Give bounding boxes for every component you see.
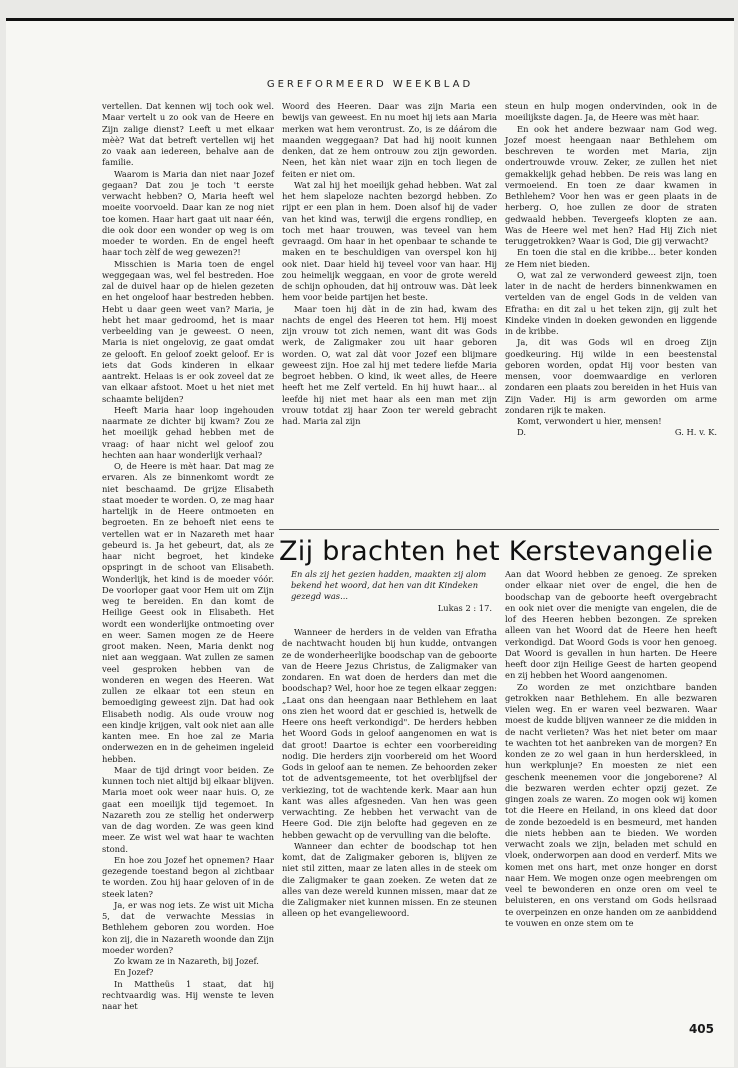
paragraph: Zo kwam ze in Nazareth, bij Jozef. (114, 956, 259, 966)
paragraph: Zo worden ze met onzichtbare banden getrokken naar Bethlehem. En alle bezwaren vielen weg. En er waren veel bezwaren. Waar moest de kudde blijven wanneer ze die midden in de nacht verlieten? Was het niet beter om maar te wachten tot het aanbreken van de morgen? En konden ze zo wel gaan in hun herderskleed, in hun werkplunje? En moesten ze niet een geschenk meenemen voor die jongeborene? Al die bezwaren werden echter opzij gezet. Ze gingen zoals ze waren. Zo mogen ook wij komen tot die Heere en Heiland, in ons kleed dat door de zonde bezoedeld is en besmeurd, met handen die niets hebben aan te bieden. We worden verwacht zoals we zijn, beladen met schuld en vloek, onderworpen aan dood en verderf. Mits we komen met ons hart, met onze honger en dorst naar Hem. We mogen onze ogen meebrengen om veel te bewonderen en onze oren om veel te beluisteren, en ons verstand om Gods heilsraad te overpeinzen en onze handen om ze aanbiddend te vouwen en onze stem om te (505, 681, 717, 928)
signature-left: D. (517, 427, 527, 438)
paragraph: En Jozef? (114, 967, 154, 978)
paragraph: Wat zal hij het moeilijk gehad hebben. Wat zal het hem slapeloze nachten bezorgd hebben. Zo rijpt er een plan in hem. Doen alsof hij de vader van het kind was, terwijl die ergens rondliep, en toch met haar trouwen, was teveel van hem gevraagd. Om haar in het openbaar te schande te maken en te beschuldigen van overspel kon hij ook niet. Daar hield hij teveel voor van haar. Hij zou heimelijk weggaan, en voor de grote wereld de schijn ophouden, dat hij ontrouw was. Dàt leek hem voor beide partijen het beste. (282, 179, 497, 303)
paragraph: Komt, verwondert u hier, mensen! (517, 416, 662, 426)
paragraph: Woord des Heeren. Daar was zijn Maria een bewijs van geweest. En nu moet hij iets aan Maria merken wat hem verontrust. Zo, is ze dáárom die maanden weggegaan? Dat had hij nooit kunnen denken, dat ze hem ontrouw zou zijn geworden. Neen, het kàn niet waar zijn en toch liegen de feiten er niet om. (282, 101, 497, 179)
column-d (282, 627, 497, 987)
paragraph: vertellen. Dat kennen wij toch ook wel. Maar vertelt u zo ook van de Heere en Zijn zalige dienst? Leeft u met elkaar mèè? Wat dat betreft vertellen wij het zo vaak aan iedereen, behalve aan de familie. (102, 101, 274, 168)
paragraph: Misschien is Maria toen de engel weggegaan was, wel fel bestreden. Hoe zal de duivel haar op de hielen gezeten en het ongeloof haar bestreden hebben. Hebt u daar geen weet van? Maria, je hebt het maar gedroomd, het is maar verbeelding van je geweest. O neen, Maria is niet ongelovig, ze gaat omdat ze gelooft. En geloof zoekt geloof. Er is iets dat Gods kinderen in elkaar aantrekt. Helaas is er ook zoveel dat ze van elkaar afstoot. Moet u het niet met schaamte belijden? (102, 258, 274, 404)
epigraph (291, 569, 496, 614)
column-a (102, 101, 274, 1011)
running-head: GEREFORMEERD WEEKBLAD (266, 79, 474, 90)
paragraph: En hoe zou Jozef het opnemen? Haar gezegende toestand begon al zichtbaar te worden. Zou hij haar geloven of in de steek laten? (102, 854, 274, 899)
epigraph-reference: Lukas 2 : 17. (437, 602, 492, 613)
column-b (282, 101, 497, 521)
paragraph: Maar toen hij dàt in de zin had, kwam des nachts de engel des Heeren tot hem. Hij moest zijn vrouw tot zich nemen, want dit was Gods werk, de Zaligmaker zou uit haar geboren worden. O, wat zal dàt voor Jozef een blijmare geweest zijn. Hoe zal hij met tedere liefde Maria begroet hebben. O kind, ik weet alles, de Heere heeft het me Zelf verteld. En hij huwt haar... al leefde hij niet met haar als een man met zijn vrouw totdat zij haar Zoon ter wereld gebracht had. Maria zal zijn (282, 303, 497, 426)
paragraph: O, de Heere is mèt haar. Dat mag ze ervaren. Als ze binnenkomt wordt ze niet beschaamd. De grijze Elisabeth staat moeder te worden. O, ze mag haar hartelijk in de Heere ontmoeten en begroeten. En ze behoeft niet eens te vertellen wat er in Nazareth met haar gebeurd is. Ja het gebeurt, dat, als ze haar nicht begroet, het kindeke opspringt in de schoot van Elisabeth. Wonderlijk, het kind is de moeder vóór. De voorloper gaat voor Hem uit om Zijn weg te bereiden. En dan komt de Heilige Geest ook in Elisabeth. Het wordt een wonderlijke ontmoeting over en weer. Samen mogen ze de Heere groot maken. Neen, Maria denkt nog niet aan weggaan. Wat zullen ze samen veel gesproken hebben van de wonderen en wegen des Heeren. Wat zullen ze elkaar tot een steun en bemoediging geweest zijn. Dat had ook Elisabeth nodig. Als oude vrouw nog een kindje krijgen, valt ook niet aan alle kanten mee. En hoe zal ze Maria onderwezen en in de geheimen ingeleid hebben. (102, 461, 274, 764)
article-title: Zij brachten het Kerstevangelie (279, 529, 719, 567)
paragraph: Wanneer dan echter de boodschap tot hen komt, dat de Zaligmaker geboren is, blijven ze niet stil zitten, maar ze laten alles in de steek om die Zaligmaker te gaan zoeken. Ze weten dat ze alles van deze wereld kunnen missen, maar dat ze die Zaligmaker niet kunnen missen. En ze steunen alleen op het evangeliewoord. (282, 840, 497, 919)
paragraph: Ja, er was nog iets. Ze wist uit Micha 5, dat de verwachte Messias in Bethlehem geboren zou worden. Hoe kon zij, die in Nazareth woonde dan Zijn moeder worden? (102, 899, 274, 955)
signature-right: G. H. v. K. (674, 427, 717, 438)
paragraph: En ook het andere bezwaar nam God weg. Jozef moest heengaan naar Bethlehem om beschreven te worden met Maria, zijn ondertrouwde vrouw. Zeker, ze zullen het niet gemakkelijk gehad hebben. De reis was lang en vermoeiend. En toen ze daar kwamen in Bethlehem? Voor hen was er geen plaats in de herberg. O, hoe zullen ze door de straten gedwaald hebben. Tevergeefs klopten ze aan. Was de Heere wel met hen? Had Hij Zich niet teruggetrokken? Waar is God, Die gij verwacht? (505, 123, 717, 246)
newspaper-page (6, 18, 734, 1067)
paragraph: Heeft Maria haar loop ingehouden naarmate ze dichter bij kwam? Zou ze het moeilijk gehad hebben met de vraag: of haar nicht wel geloof zou hechten aan haar wonderlijk verhaal? (102, 404, 274, 460)
paragraph: Wanneer de herders in de velden van Efratha de nachtwacht houden bij hun kudde, ontvangen ze de wonderheerlijke boodschap van de geboorte van de Heere Jezus Christus, de Zaligmaker van zondaren. En wat doen de herders dan met die boodschap? Wel, hoor hoe ze tegen elkaar zeggen: „Laat ons dan heengaan naar Bethlehem en laat ons zien het woord dat er geschied is, hetwelk de Heere ons heeft verkondigd". De herders hebben het Woord Gods in geloof aangenomen en wat is dat groot! Daartoe is echter een voorbereiding nodig. Die herders zijn voorbereid om het Woord Gods in geloof aan te nemen. Ze behoorden zeker tot de adventsgemeente, tot het overblijfsel der verkiezing, tot de wachtende kerk. Maar aan hun kant was alles afgesneden. Van hen was geen verwachting. Ze hebben het verwacht van de Heere God. Die zijn belofte had gegeven en ze hebben gewacht op de vervulling van die belofte. (282, 627, 497, 840)
paragraph: Maar de tijd dringt voor beiden. Ze kunnen toch niet altijd bij elkaar blijven. Maria moet ook weer naar huis. O, ze gaat een moeilijk tijd tegemoet. In Nazareth zou ze stellig het onderwerp van de dag worden. Ze was geen kind meer. Ze wist wel wat haar te wachten stond. (102, 764, 274, 854)
paragraph: Ja, dit was Gods wil en droeg Zijn goedkeuring. Hij wilde in een beestenstal geboren worden, opdat Hij voor besten van mensen, voor doemwaardige en verloren zondaren een plaats zou bereiden in het Huis van Zijn Vader. Hij is arm geworden om arme zondaren rijk te maken. (505, 337, 717, 415)
paragraph: O, wat zal ze verwonderd geweest zijn, toen later in de nacht de herders binnenkwamen en vertelden van de engel Gods in de velden van Efratha: en dit zal u het teken zijn, gij zult het Kindeke vinden in doeken gewonden en liggende in de kribbe. (505, 269, 717, 336)
paragraph: steun en hulp mogen ondervinden, ook in de moeilijkste dagen. Ja, de Heere was mèt haar. (505, 101, 717, 123)
epigraph-text: En als zij het gezien hadden, maakten zij alom bekend het woord, dat hen van dit Kindeken gezegd was... (291, 569, 487, 602)
paragraph: Aan dat Woord hebben ze genoeg. Ze spreken onder elkaar niet over de engel, die hen de boodschap van de geboorte heeft overgebracht en ook niet over die menigte van engelen, die de lof des Heeren hebben bezongen. Ze spreken alleen van het Woord dat de Heere hen heeft verkondigd. Dat Woord Gods is voor hen genoeg. Dat Woord is gevallen in hun harten. De Heere heeft door zijn Heilige Geest de harten geopend en zij hebben het Woord aangenomen. (505, 569, 717, 681)
paragraph: En toen die stal en die kribbe... beter konden ze Hem niet bieden. (505, 247, 717, 269)
column-c (505, 101, 717, 521)
paragraph: Waarom is Maria dan niet naar Jozef gegaan? Dat zou je toch 't eerste verwacht hebben? O, Maria heeft wel moeite voorvoeld. Daar kan ze nog niet toe komen. Haar hart gaat uit naar één, die ook door een wonder op weg is om moeder te worden. En de engel heeft haar toch zèlf de weg gewezen?! (102, 168, 274, 258)
page-number: 405 (688, 1022, 714, 1036)
signature-line (505, 427, 717, 438)
column-e (505, 569, 717, 999)
paragraph: In Mattheüs 1 staat, dat hij rechtvaardig was. Hij wenste te leven naar het (102, 978, 274, 1011)
